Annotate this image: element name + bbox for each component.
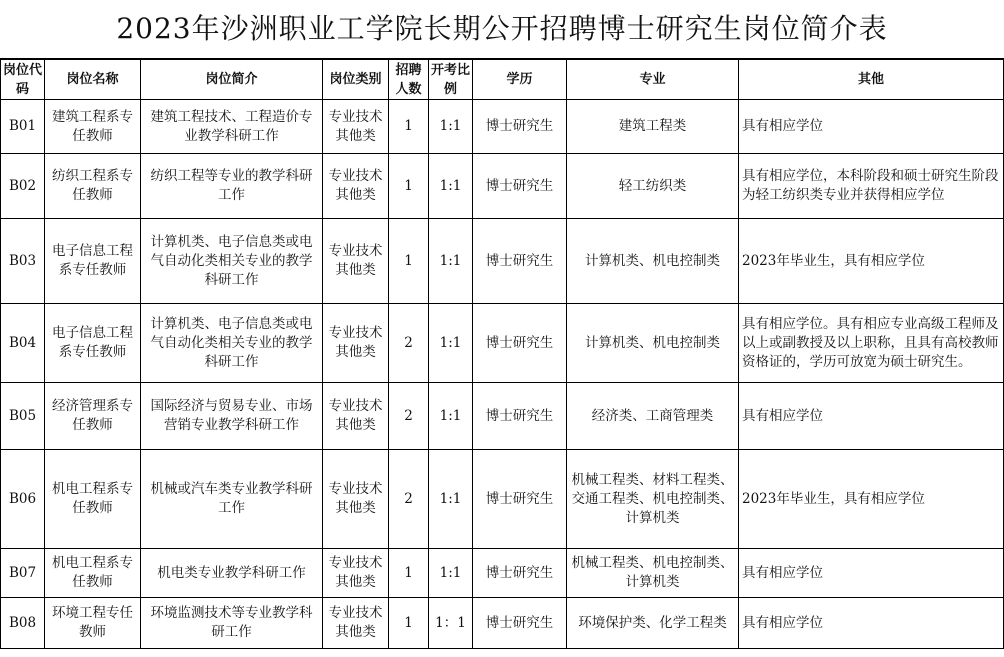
cell-other: 具有相应学位 <box>739 598 1004 649</box>
cell-desc: 计算机类、电子信息类或电气自动化类相关专业的教学科研工作 <box>141 304 323 383</box>
cell-desc: 纺织工程等专业的教学科研工作 <box>141 154 323 219</box>
cell-code: B01 <box>1 100 45 154</box>
cell-name: 机电工程系专任教师 <box>45 450 141 549</box>
cell-ratio: 1:1 <box>429 549 473 598</box>
cell-name: 纺织工程系专任教师 <box>45 154 141 219</box>
cell-name: 经济管理系专任教师 <box>45 383 141 450</box>
cell-major: 计算机类、机电控制类 <box>567 219 739 304</box>
cell-count: 1 <box>389 154 429 219</box>
cell-category: 专业技术其他类 <box>323 219 389 304</box>
table-row <box>1 219 1004 304</box>
cell-code: B03 <box>1 219 45 304</box>
cell-education: 博士研究生 <box>473 598 567 649</box>
cell-other: 具有相应学位 <box>739 549 1004 598</box>
table-row <box>1 450 1004 549</box>
cell-education: 博士研究生 <box>473 383 567 450</box>
positions-table <box>0 59 1004 649</box>
table-row <box>1 154 1004 219</box>
cell-category: 专业技术其他类 <box>323 383 389 450</box>
table-header-row <box>1 60 1004 100</box>
cell-major: 经济类、工商管理类 <box>567 383 739 450</box>
page-title: 2023年沙洲职业工学院长期公开招聘博士研究生岗位简介表 <box>0 0 1004 59</box>
cell-name: 电子信息工程系专任教师 <box>45 304 141 383</box>
cell-name: 电子信息工程系专任教师 <box>45 219 141 304</box>
header-name: 岗位名称 <box>45 60 141 100</box>
cell-other: 具有相应学位 <box>739 100 1004 154</box>
cell-other: 2023年毕业生，具有相应学位 <box>739 450 1004 549</box>
header-major: 专业 <box>567 60 739 100</box>
cell-code: B05 <box>1 383 45 450</box>
table-row <box>1 549 1004 598</box>
cell-major: 建筑工程类 <box>567 100 739 154</box>
cell-count: 2 <box>389 304 429 383</box>
cell-ratio: 1:1 <box>429 383 473 450</box>
header-desc: 岗位简介 <box>141 60 323 100</box>
cell-count: 2 <box>389 383 429 450</box>
cell-code: B08 <box>1 598 45 649</box>
header-ratio: 开考比例 <box>429 60 473 100</box>
cell-count: 1 <box>389 598 429 649</box>
cell-ratio: 1：1 <box>429 598 473 649</box>
header-other: 其他 <box>739 60 1004 100</box>
cell-name: 机电工程系专任教师 <box>45 549 141 598</box>
cell-name: 建筑工程系专任教师 <box>45 100 141 154</box>
cell-major: 机械工程类、机电控制类、计算机类 <box>567 549 739 598</box>
table-row <box>1 598 1004 649</box>
cell-education: 博士研究生 <box>473 304 567 383</box>
cell-major: 计算机类、机电控制类 <box>567 304 739 383</box>
cell-education: 博士研究生 <box>473 219 567 304</box>
cell-category: 专业技术其他类 <box>323 549 389 598</box>
cell-major: 轻工纺织类 <box>567 154 739 219</box>
cell-category: 专业技术其他类 <box>323 100 389 154</box>
cell-ratio: 1:1 <box>429 100 473 154</box>
header-category: 岗位类别 <box>323 60 389 100</box>
cell-education: 博士研究生 <box>473 450 567 549</box>
cell-other: 具有相应学位。具有相应专业高级工程师及以上或副教授及以上职称，且具有高校教师资格证的，学历可放宽为硕士研究生。 <box>739 304 1004 383</box>
cell-education: 博士研究生 <box>473 100 567 154</box>
cell-major: 环境保护类、化学工程类 <box>567 598 739 649</box>
cell-desc: 机电类专业教学科研工作 <box>141 549 323 598</box>
cell-ratio: 1:1 <box>429 450 473 549</box>
cell-other: 具有相应学位，本科阶段和硕士研究生阶段为轻工纺织类专业并获得相应学位 <box>739 154 1004 219</box>
table-row <box>1 383 1004 450</box>
cell-ratio: 1:1 <box>429 219 473 304</box>
cell-education: 博士研究生 <box>473 549 567 598</box>
table-row <box>1 304 1004 383</box>
header-education: 学历 <box>473 60 567 100</box>
cell-category: 专业技术其他类 <box>323 450 389 549</box>
cell-desc: 机械或汽车类专业教学科研工作 <box>141 450 323 549</box>
cell-desc: 计算机类、电子信息类或电气自动化类相关专业的教学科研工作 <box>141 219 323 304</box>
cell-code: B06 <box>1 450 45 549</box>
cell-ratio: 1:1 <box>429 154 473 219</box>
cell-other: 2023年毕业生，具有相应学位 <box>739 219 1004 304</box>
cell-major: 机械工程类、材料工程类、交通工程类、机电控制类、计算机类 <box>567 450 739 549</box>
cell-other: 具有相应学位 <box>739 383 1004 450</box>
cell-code: B04 <box>1 304 45 383</box>
cell-count: 1 <box>389 100 429 154</box>
cell-code: B02 <box>1 154 45 219</box>
cell-education: 博士研究生 <box>473 154 567 219</box>
cell-name: 环境工程专任教师 <box>45 598 141 649</box>
cell-ratio: 1:1 <box>429 304 473 383</box>
cell-count: 1 <box>389 219 429 304</box>
cell-count: 1 <box>389 549 429 598</box>
cell-category: 专业技术其他类 <box>323 598 389 649</box>
cell-code: B07 <box>1 549 45 598</box>
cell-count: 2 <box>389 450 429 549</box>
cell-desc: 环境监测技术等专业教学科研工作 <box>141 598 323 649</box>
cell-desc: 建筑工程技术、工程造价专业教学科研工作 <box>141 100 323 154</box>
cell-category: 专业技术其他类 <box>323 304 389 383</box>
cell-category: 专业技术其他类 <box>323 154 389 219</box>
cell-desc: 国际经济与贸易专业、市场营销专业教学科研工作 <box>141 383 323 450</box>
table-row <box>1 100 1004 154</box>
header-code: 岗位代码 <box>1 60 45 100</box>
header-count: 招聘人数 <box>389 60 429 100</box>
